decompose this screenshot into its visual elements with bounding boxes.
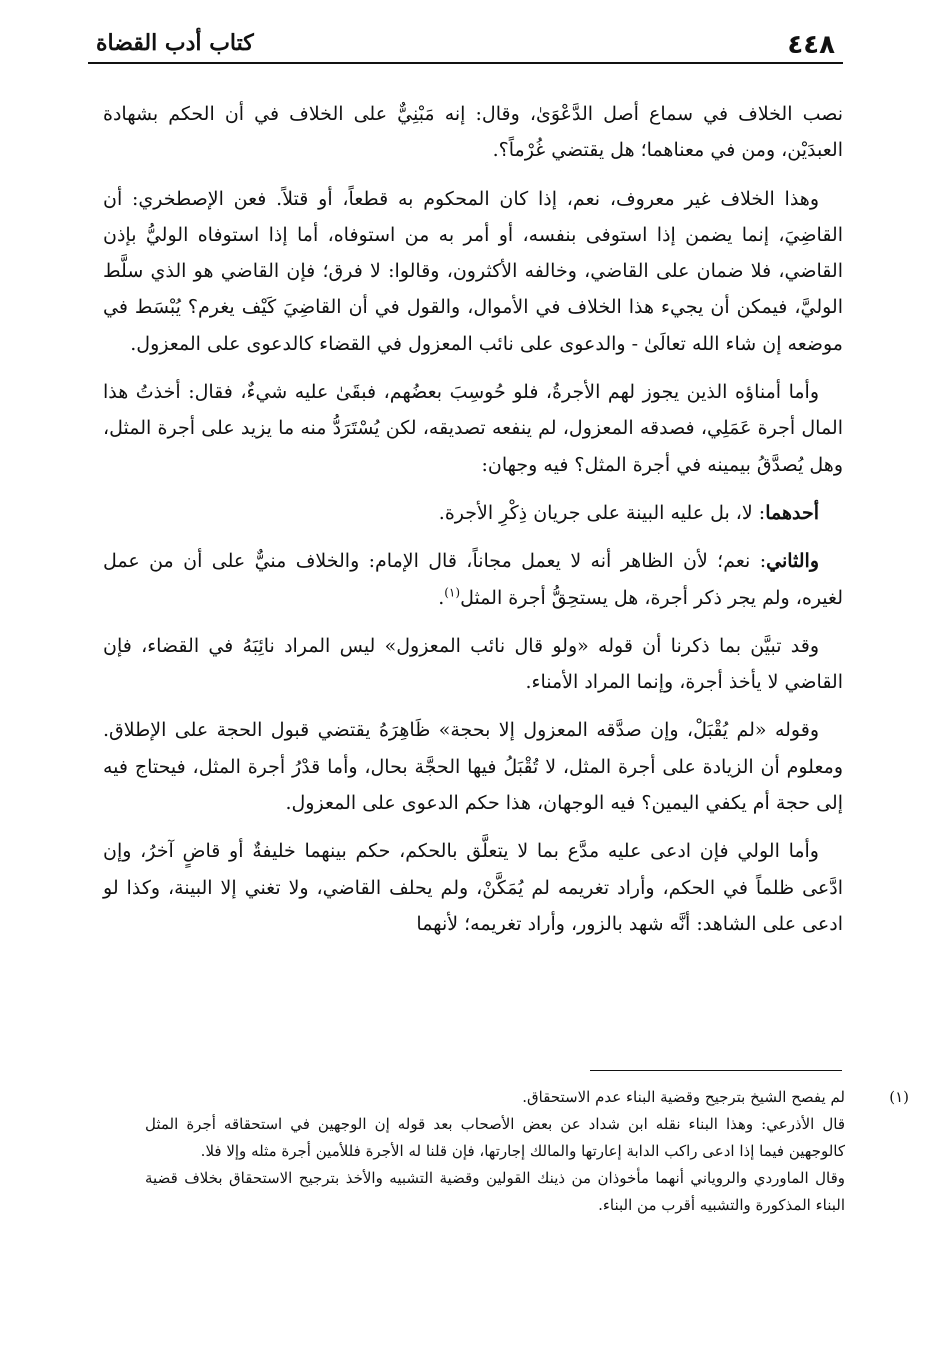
sentence-end: . [438, 586, 445, 609]
footnote-divider [590, 1070, 842, 1071]
paragraph: وأما أمناؤه الذين يجوز لهم الأجرةُ، فلو حُوسِبَ بعضُهم، فبقَىٰ عليه شيءٌ، فقال: أخذتُ هذا المال أجرة عَمَلِي، فصدقه المعزول، لم ينفعه تصديقه، لكن يُسْتَرَدُّ منه ما يزيد على أجرة المثل، وهل يُصدَّقُ بيمينه في أجرة المثل؟ فيه وجهان: [103, 381, 843, 476]
first-opinion-text: : لا، بل عليه البينة على جريان ذِكْرِ الأجرة. [438, 501, 766, 524]
main-text [103, 96, 843, 954]
paragraph [103, 543, 843, 616]
paragraph [103, 495, 843, 531]
page-header [88, 28, 843, 64]
paragraph: وأما الولي فإن ادعى عليه مدَّع بما لا يتعلَّق بالحكم، حكم بينهما خليفةٌ أو قاضٍ آخرُ، وإن ادَّعى ظلماً في الحكم، وأراد تغريمه لم يُمَكَّنْ، ولم يحلف القاضي، ولا تغني إلا البينة، وكذا لو ادعى على الشاهد: أنَّه شهد بالزور، وأراد تغريمه؛ لأنهما [103, 840, 843, 935]
page-number: ٤٤٨ [787, 30, 835, 60]
footnotes [145, 1084, 909, 1219]
running-title: كتاب أدب القضاة [96, 30, 254, 56]
paragraph: نصب الخلاف في سماع أصل الدَّعْوَىٰ، وقال: إنه مَبْنِيٌّ على الخلاف في أن الحكم بشهادة العبدَيْن، ومن في معناهما؛ هل يقتضي غُرْماً؟. [103, 103, 843, 162]
paragraph: وهذا الخلاف غير معروف، نعم، إذا كان المحكوم به قطعاً، أو قتلاً. فعن الإصطخري: أن القاضِيَ، إنما يضمن إذا استوفى بنفسه، أو أمر به من استوفاه، أما إذا استوفاه الوليُّ بإذن القاضي، فلا ضمان على القاضي، وخالفه الأكثرون، وقالوا: لا فرق؛ فإن القاضي هو الذي سلَّط الوليَّ، فيمكن أن يجيء هذا الخلاف في الأموال، والقول في أن القاضِيَ كَيْف يغرم؟ يُبْسَط في موضعه إن شاء الله تعالَىٰ - والدعوى على نائب المعزول في القضاء كالدعوى على المعزول. [103, 187, 843, 355]
footnote-paragraph: وقال الماوردي والروياني أنهما مأخوذان من ذينك القولين وقضية التشبيه والأخذ بترجيح الاستحقاق بخلاف قضية البناء المذكورة والتشبيه أقرب من البناء. [145, 1169, 845, 1214]
footnote-reference[interactable]: (١) [444, 585, 461, 600]
footnote-paragraph: قال الأذرعي: وهذا البناء نقله ابن شداد عن بعض الأصحاب بعد قوله إن الوجهين في استحقاقه أجرة المثل كالوجهين فيما إذا ادعى راكب الدابة إعارتها والمالك إجارتها، فإن قلنا له الأجرة فللأمين أجرة مثله وإلا فلا. [145, 1115, 845, 1160]
second-opinion-label: والثاني [766, 550, 819, 573]
second-opinion-text: : نعم؛ لأن الظاهر أنه لا يعمل مجاناً، قال الإمام: والخلاف منيٌّ على أن من عمل لغيره، ولم يجر ذكر أجرة، هل يستحِقُّ أجرة المثل [103, 550, 843, 609]
footnote-line: لم يفصح الشيخ بترجيح وقضية البناء عدم الاستحقاق. [522, 1088, 845, 1106]
paragraph: وقد تبيَّن بما ذكرنا أن قوله «ولو قال نائب المعزول» ليس المراد نائِبَهُ في القضاء، فإن القاضي لا يأخذ أجرة، وإنما المراد الأمناء. [103, 634, 843, 694]
footnote-marker: (١) [889, 1088, 909, 1106]
paragraph: وقوله «لم يُقْبَلْ، وإن صدَّقه المعزول إلا بحجة» ظَاهِرَهُ يقتضي قبول الحجة على الإطلاق. ومعلوم أن الزيادة على أجرة المثل، لا تُقْبَلُ فيها الحجَّة بحال، وأما قدْرُ أجرة المثل، فيحتاج فيه إلى حجة أم يكفي اليمين؟ فيه الوجهان، هذا حكم الدعوى على المعزول. [103, 719, 843, 815]
first-opinion-label: أحدهما [765, 501, 819, 524]
